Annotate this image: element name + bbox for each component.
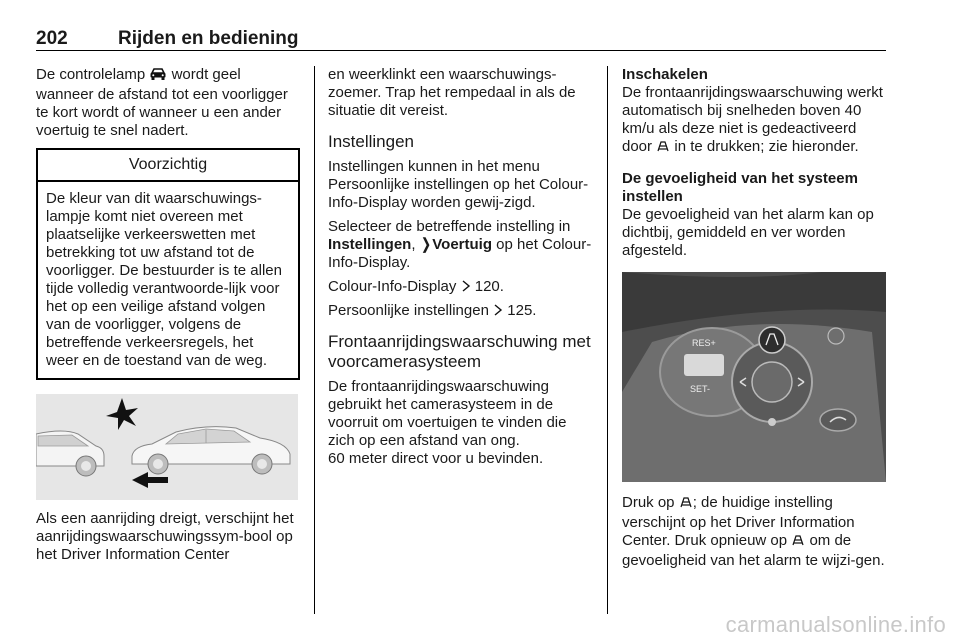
press-button-paragraph: Druk op ; de huidige instelling verschijnt op het Driver Information Center. Druk opnieuw op om de gevoeligheid van het alarm te wijzi-gen. (622, 494, 885, 569)
after-figure-paragraph: Als een aanrijding dreigt, verschijnt het aanrijdingswaarschuwingssym-bool op het Driver Information Center (36, 510, 294, 563)
reference-colour-info-display: Colour-Info-Display 120. (328, 278, 504, 295)
column-divider (314, 66, 315, 614)
fcw-paragraph-2: 60 meter direct voor u bevinden. (328, 450, 544, 467)
continued-paragraph: en weerklinkt een waarschuwings-zoemer. Trap het rempedaal in als de situatie dit vereist. (328, 66, 576, 119)
distance-button-icon (656, 140, 670, 158)
sensitivity-paragraph: De gevoeligheid van het alarm kan op dichtbij, gemiddeld en ver worden afgesteld. (622, 206, 874, 259)
fcw-heading: Frontaanrijdingswaarschuwing met voorcamerasysteem (328, 332, 591, 371)
switch-on-heading: Inschakelen (622, 66, 708, 83)
vehicle-ahead-icon (149, 67, 167, 86)
distance-button-icon (791, 534, 805, 552)
menu-vehicle: Voertuig (432, 236, 492, 253)
column-2 (328, 66, 594, 468)
settings-heading: Instellingen (328, 132, 415, 151)
menu-settings: Instellingen (328, 236, 412, 253)
column-1 (36, 66, 300, 564)
column-divider (607, 66, 608, 614)
column-3 (622, 66, 890, 570)
steering-wheel-controls-illustration (622, 272, 886, 482)
chapter-title: Rijden en bediening (118, 28, 299, 49)
switch-on-paragraph: De frontaanrijdingswaarschuwing werkt automatisch bij snelheden boven 40 km/u als deze niet is gedeactiveerd door in te drukken; zie hieronder. (622, 84, 890, 158)
set-label: SET- (690, 384, 711, 394)
watermark: carmanualsonline.info (725, 612, 946, 637)
settings-paragraph-2: Selecteer de betreffende instelling in Instellingen, ❭Voertuig op het Colour-Info-Display. (328, 218, 592, 271)
page-header (36, 28, 886, 50)
fcw-paragraph-1: De frontaanrijdingswaarschuwing gebruikt het camerasysteem in de voorruit om voertuigen te vinden die zich op een afstand van ong. (328, 378, 567, 449)
distance-button-icon (679, 496, 693, 514)
settings-paragraph-1: Instellingen kunnen in het menu Persoonlijke instellingen op het Colour-Info-Display worden gewij-zigd. (328, 158, 589, 211)
page-reference-icon (493, 302, 507, 319)
sensitivity-heading: De gevoeligheid van het systeem instellen (622, 170, 858, 205)
page-number: 202 (36, 28, 68, 49)
page-reference-icon (461, 278, 475, 295)
res-label: RES+ (692, 338, 716, 348)
intro-paragraph: De controlelamp wordt geel wanneer de afstand tot een voorligger te kort wordt of wanneer u een ander voertuig te snel nadert. (36, 66, 288, 139)
caution-box (36, 148, 300, 380)
chevron-right-icon: ❭ (419, 236, 433, 253)
caution-text: De kleur van dit waarschuwings-lampje komt niet overeen met plaatselijke verkeerswetten met betrekking tot uw afstand tot de voorligger. De bestuurder is te allen tijde volledig verantwoorde-lijk voor het op een veilige afstand volgen van de voorligger, volgens de betreffende verkeersregels, het weer en de toestand van de weg. (46, 190, 282, 369)
caution-title: Voorzichtig (38, 150, 298, 182)
header-rule (36, 50, 886, 51)
collision-warning-illustration (36, 394, 298, 500)
reference-personal-settings: Persoonlijke instellingen 125. (328, 302, 537, 319)
